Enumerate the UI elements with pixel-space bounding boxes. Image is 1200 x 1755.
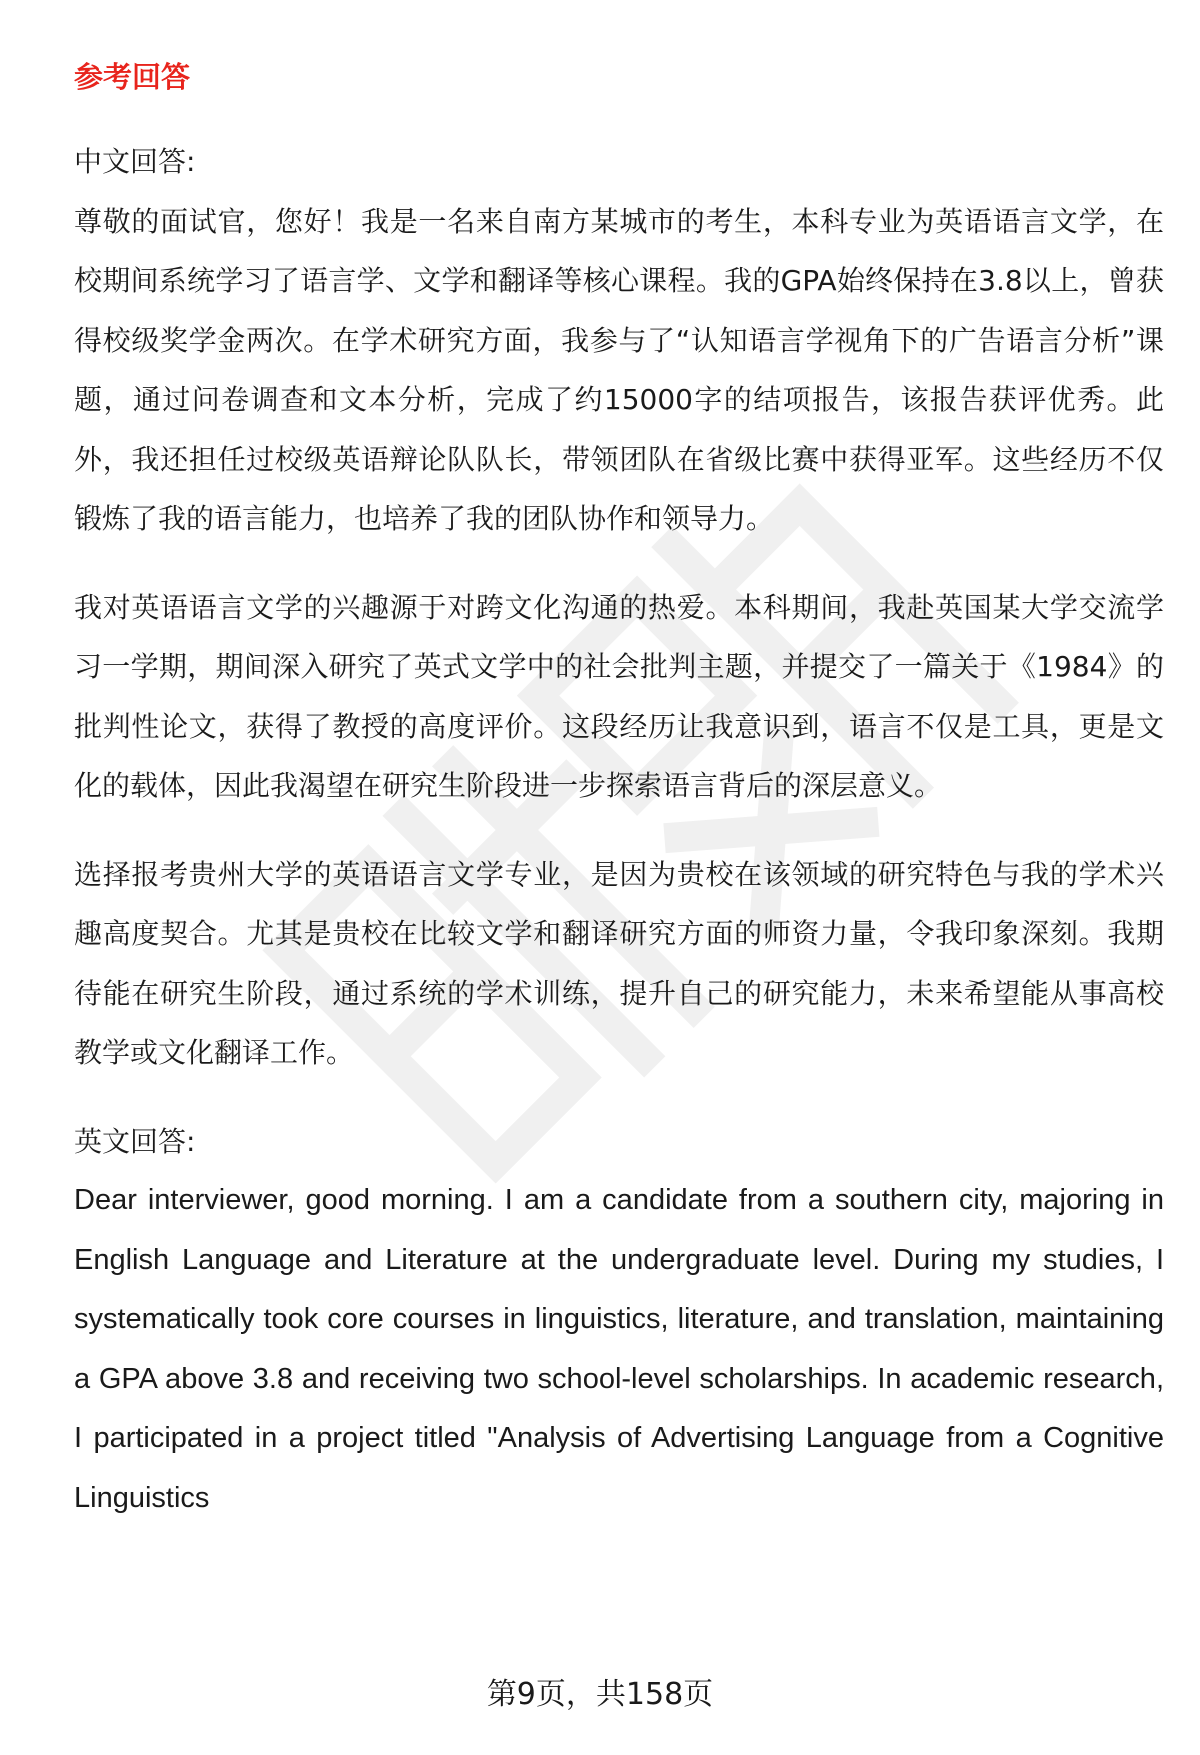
section-heading: 参考回答 [74, 60, 191, 94]
chinese-paragraph-1: 尊敬的面试官，您好！我是一名来自南方某城市的考生，本科专业为英语语言文学，在校期间系统学习了语言学、文学和翻译等核心课程。我的GPA始终保持在3.8以上，曾获得校级奖学金两次。在学术研究方面，我参与了“认知语言学视角下的广告语言分析”课题，通过问卷调查和文本分析，完成了约15000字的结项报告，该报告获评优秀。此外，我还担任过校级英语辩论队队长，带领团队在省级比赛中获得亚军。这些经历不仅锻炼了我的语言能力，也培养了我的团队协作和领导力。 [74, 204, 1164, 535]
chinese-paragraph-2: 我对英语语言文学的兴趣源于对跨文化沟通的热爱。本科期间，我赴英国某大学交流学习一学期，期间深入研究了英式文学中的社会批判主题，并提交了一篇关于《1984》的批判性论文，获得了教授的高度评价。这段经历让我意识到，语言不仅是工具，更是文化的载体，因此我渴望在研究生阶段进一步探索语言背后的深层意义。 [74, 590, 1164, 802]
chinese-answer-label: 中文回答: [74, 145, 196, 178]
english-answer-label: 英文回答: [74, 1124, 196, 1158]
english-paragraph: Dear interviewer, good morning. I am a candidate from a southern city, majoring in English Language and Literature at the undergraduate level. During my studies, I systematically took core courses in linguistics, literature, and translation, maintaining a GPA above 3.8 and receiving two school-level scholarships. In academic research, I participated in a project titled "Analysis of Advertising Language from a Cognitive Linguistics [74, 1184, 1164, 1514]
document-body [74, 52, 1164, 1528]
page-number-footer: 第9页，共158页 [486, 1677, 714, 1712]
chinese-paragraph-3: 选择报考贵州大学的英语语言文学专业，是因为贵校在该领域的研究特色与我的学术兴趣高度契合。尤其是贵校在比较文学和翻译研究方面的师资力量，令我印象深刻。我期待能在研究生阶段，通过系统的学术训练，提升自己的研究能力，未来希望能从事高校教学或文化翻译工作。 [74, 857, 1164, 1069]
